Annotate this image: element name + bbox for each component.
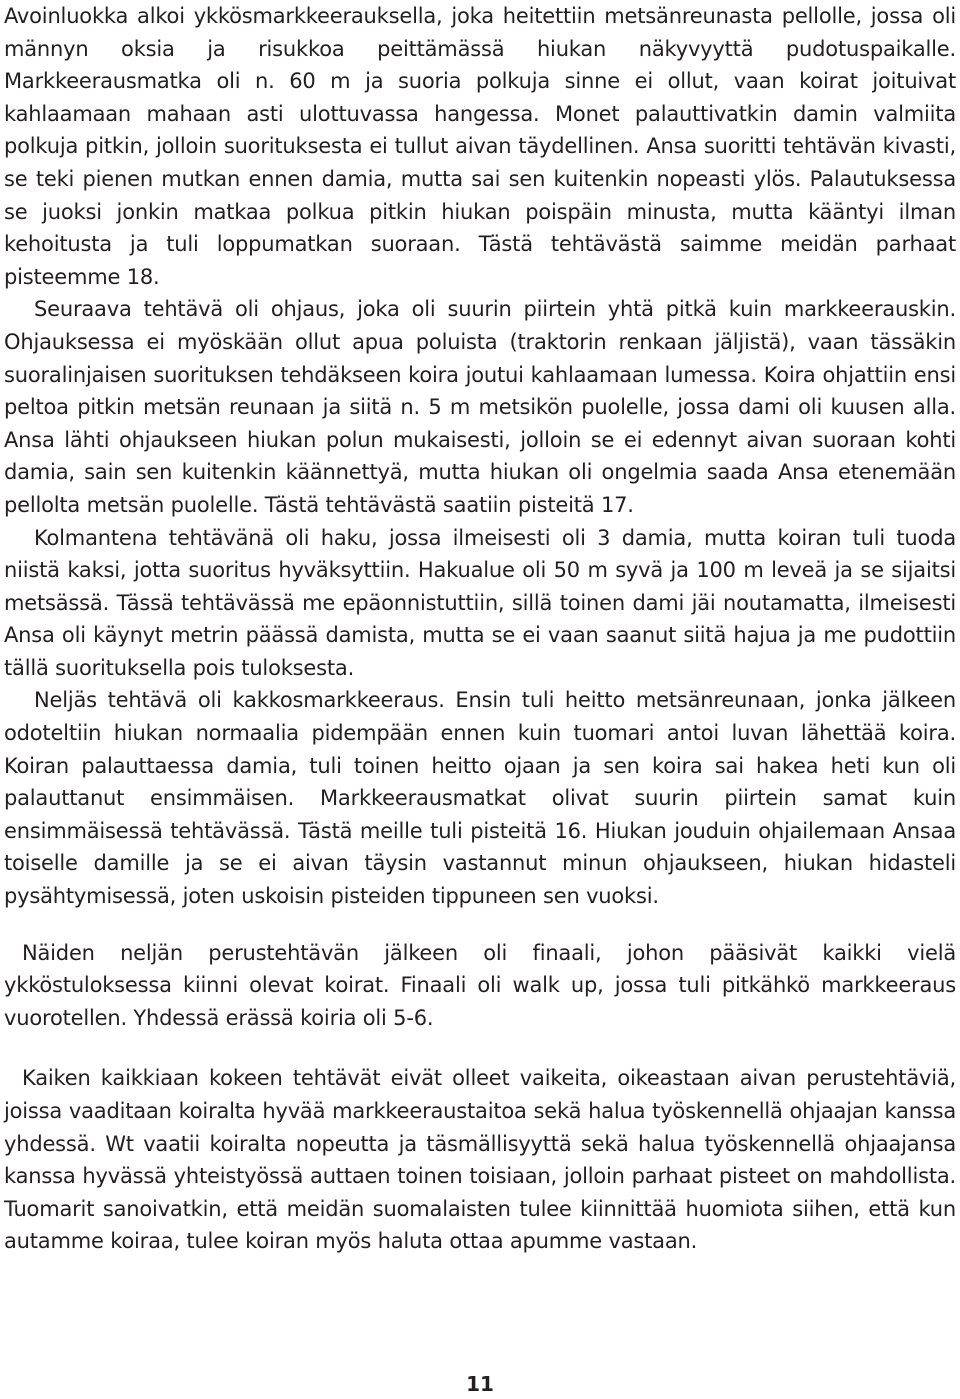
paragraph-open-class-first-marking: Avoinluokka alkoi ykkösmarkkeerauksella, joka heitettiin metsänreunasta pellolle, jossa oli männyn oksia ja risukkoa peittämässä hiukan näkyvyyttä pudotuspaikalle. Markkeerausmatka oli n. 60 m ja suoria polkuja sinne ei ollut, vaan koirat joituivat kahlaamaan mahaan asti ulottuvassa hangessa. Monet palauttivatkin damin valmiita polkuja pitkin, jolloin suorituksesta ei tullut aivan täydellinen. Ansa suoritti tehtävän kivasti, se teki pienen mutkan ennen damia, mutta sai sen kuitenkin nopeasti ylös. Palautuksessa se juoksi jonkin matkaa polkua pitkin hiukan poispäin minusta, mutta kääntyi ilman kehoitusta ja tuli loppumatkan suoraan. Tästä tehtävästä saimme meidän parhaat pisteemme 18.: [4, 4, 956, 289]
document-page: [4, 0, 956, 1258]
paragraph-search-task: Kolmantena tehtävänä oli haku, jossa ilmeisesti oli 3 damia, mutta koiran tuli tuoda niistä kaksi, jotta suoritus hyväksyttiin. Hakualue oli 50 m syvä ja 100 m leveä ja se sijaitsi metsässä. Tässä tehtävässä me epäonnistuttiin, sillä toinen dami jäi noutamatta, ilmeisesti Ansa oli käynyt metrin päässä damista, mutta se ei vaan saanut siitä hajua ja me pudottiin tällä suorituksella pois tuloksesta.: [4, 525, 956, 680]
page-number: 11: [466, 1372, 494, 1396]
paragraph-final: Näiden neljän perustehtävän jälkeen oli finaali, johon pääsivät kaikki vielä ykköstuloksessa kiinni olevat koirat. Finaali oli walk up, jossa tuli pitkähkö markkeeraus vuorotellen. Yhdessä erässä koiria oli 5-6.: [4, 940, 956, 1030]
paragraph-second-marking: Neljäs tehtävä oli kakkosmarkkeeraus. Ensin tuli heitto metsänreunaan, jonka jälkeen odoteltiin hiukan normaalia pidempään ennen kuin tuomari antoi luvan lähettää koira. Koiran palauttaessa damia, tuli toinen heitto ojaan ja sen koira sai hakea heti kun oli palauttanut ensimmäisen. Markkeerausmatkat olivat suurin piirtein samat kuin ensimmäisessä tehtävässä. Tästä meille tuli pisteitä 16. Hiukan jouduin ohjailemaan Ansaa toiselle damille ja se ei aivan täysin vastannut minun ohjaukseen, hiukan hidasteli pysähtymisessä, joten uskoisin pisteiden tippuneen sen vuoksi.: [4, 688, 956, 909]
paragraph-summary: Kaiken kaikkiaan kokeen tehtävät eivät olleet vaikeita, oikeastaan aivan perustehtäviä, joissa vaaditaan koiralta hyvää markkeeraustaitoa sekä halua työskennellä ohjaajan kanssa yhdessä. Wt vaatii koiralta nopeutta ja täsmällisyyttä sekä halua työskennellä ohjaajansa kanssa hyvässä yhteistyössä auttaen toinen toisiaan, jolloin parhaat pisteet on mahdollista. Tuomarit sanoivatkin, että meidän suomalaisten tulee kiinnittää huomiota siihen, että kun autamme koiraa, tulee koiran myös haluta ottaa apumme vastaan.: [4, 1066, 956, 1254]
paragraph-directing-task: Seuraava tehtävä oli ohjaus, joka oli suurin piirtein yhtä pitkä kuin markkeerauskin. Ohjauksessa ei myöskään ollut apua poluista (traktorin renkaan jäljistä), vaan tässäkin suoralinjaisen suorituksen tehdäkseen koira joutui kahlaamaan lumessa. Koira ohjattiin ensi peltoa pitkin metsän reunaan ja siitä n. 5 m metsikön puolelle, jossa dami oli kuusen alla. Ansa lähti ohjaukseen hiukan polun mukaisesti, jolloin se ei edennyt aivan suoraan kohti damia, sain sen kuitenkin käännettyä, mutta hiukan oli ongelmia saada Ansa etenemään pellolta metsän puolelle. Tästä tehtävästä saatiin pisteitä 17.: [4, 297, 956, 517]
